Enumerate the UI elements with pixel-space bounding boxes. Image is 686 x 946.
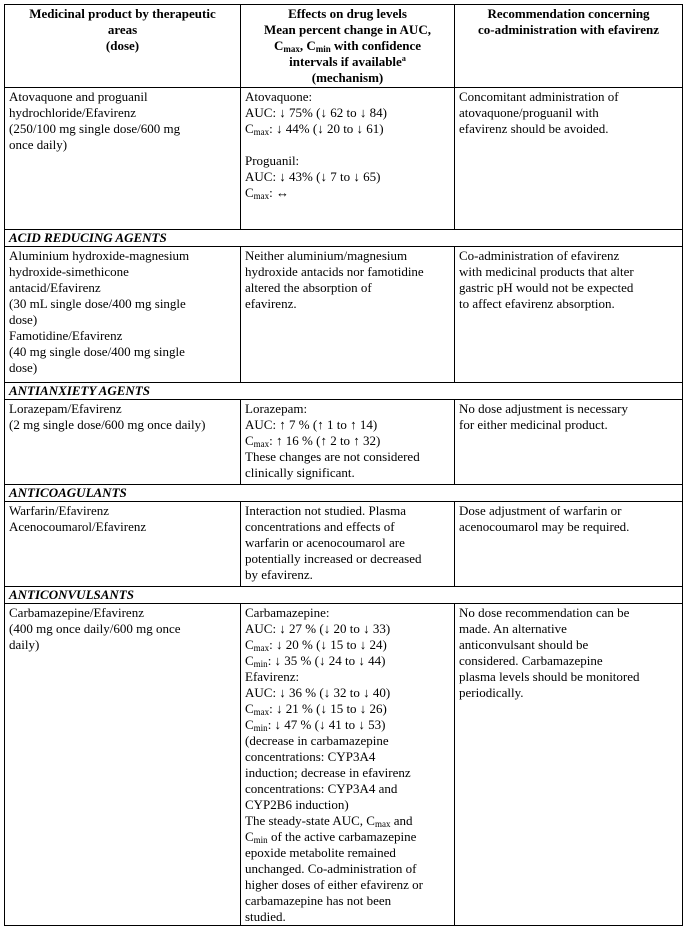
- effects-cell: Neither aluminium/magnesium hydroxide antacids nor famotidine altered the absorption of efavirenz.: [241, 247, 455, 383]
- section-row: [5, 485, 683, 502]
- recommendation-cell: No dose recommendation can be made. An alternative anticonvulsant should be considered. Carbamazepine plasma levels should be monitored periodically.: [455, 604, 683, 926]
- recommendation-cell: Co-administration of efavirenz with medicinal products that alter gastric pH would not be expected to affect efavirenz absorption.: [455, 247, 683, 383]
- product-cell: Aluminium hydroxide-magnesium hydroxide-simethicone antacid/Efavirenz (30 mL single dose/400 mg single dose) Famotidine/Efavirenz (40 mg single dose/400 mg single dose): [5, 247, 241, 383]
- header-row: [5, 5, 683, 88]
- section-row: [5, 587, 683, 604]
- section-row: [5, 230, 683, 247]
- header-effects: Effects on drug levels Mean percent change in AUC, $C_{max}$, $C_{min}$ with confidence intervals if available$^a$ (mechanism): [241, 5, 455, 88]
- effects-cell: Carbamazepine: AUC: ↓ 27 % (↓ 20 to ↓ 33) $C_{max}$: ↓ 20 % (↓ 15 to ↓ 24) $C_{min}$: ↓ 35 % (↓ 24 to ↓ 44) Efavirenz: AUC: ↓ 36 % (↓ 32 to ↓ 40) $C_{max}$: ↓ 21 % (↓ 15 to ↓ 26) $C_{min}$: ↓ 47 % (↓ 41 to ↓ 53) (decrease in carbamazepine concentrations: CYP3A4 induction; decrease in efavirenz concentrations: CYP3A4 and CYP2B6 induction) The steady-state AUC, $C_{max}$ and $C_{min}$ of the active carbamazepine epoxide metabolite remained unchanged. Co-administration of higher doses of either efavirenz or carbamazepine has not been studied.: [241, 604, 455, 926]
- effects-cell: Atovaquone: AUC: ↓ 75% (↓ 62 to ↓ 84) $C_{max}$: ↓ 44% (↓ 20 to ↓ 61) Proguanil: AUC: ↓ 43% (↓ 7 to ↓ 65) $C_{max}$: ↔: [241, 88, 455, 230]
- header-product: Medicinal product by therapeutic areas (dose): [5, 5, 241, 88]
- product-cell: Warfarin/Efavirenz Acenocoumarol/Efavirenz: [5, 502, 241, 587]
- table-row: [5, 502, 683, 587]
- section-row: [5, 383, 683, 400]
- header-recommendation: Recommendation concerning co-administration with efavirenz: [455, 5, 683, 88]
- recommendation-cell: Dose adjustment of warfarin or acenocoumarol may be required.: [455, 502, 683, 587]
- recommendation-cell: Concomitant administration of atovaquone/proguanil with efavirenz should be avoided.: [455, 88, 683, 230]
- section-antianxiety: ANTIANXIETY AGENTS: [5, 383, 683, 400]
- table-row: [5, 247, 683, 383]
- table-row: [5, 400, 683, 485]
- product-cell: Lorazepam/Efavirenz (2 mg single dose/600 mg once daily): [5, 400, 241, 485]
- effects-cell: Interaction not studied. Plasma concentrations and effects of warfarin or acenocoumarol are potentially increased or decreased by efavirenz.: [241, 502, 455, 587]
- product-cell: Atovaquone and proguanil hydrochloride/Efavirenz (250/100 mg single dose/600 mg once daily): [5, 88, 241, 230]
- table-row: [5, 604, 683, 926]
- section-anticonvulsants: ANTICONVULSANTS: [5, 587, 683, 604]
- product-cell: Carbamazepine/Efavirenz (400 mg once daily/600 mg once daily): [5, 604, 241, 926]
- section-acid-reducing: ACID REDUCING AGENTS: [5, 230, 683, 247]
- recommendation-cell: No dose adjustment is necessary for either medicinal product.: [455, 400, 683, 485]
- section-anticoagulants: ANTICOAGULANTS: [5, 485, 683, 502]
- interaction-table: [4, 4, 683, 926]
- effects-cell: Lorazepam: AUC: ↑ 7 % (↑ 1 to ↑ 14) $C_{max}$: ↑ 16 % (↑ 2 to ↑ 32) These changes are not considered clinically significant.: [241, 400, 455, 485]
- table-row: [5, 88, 683, 230]
